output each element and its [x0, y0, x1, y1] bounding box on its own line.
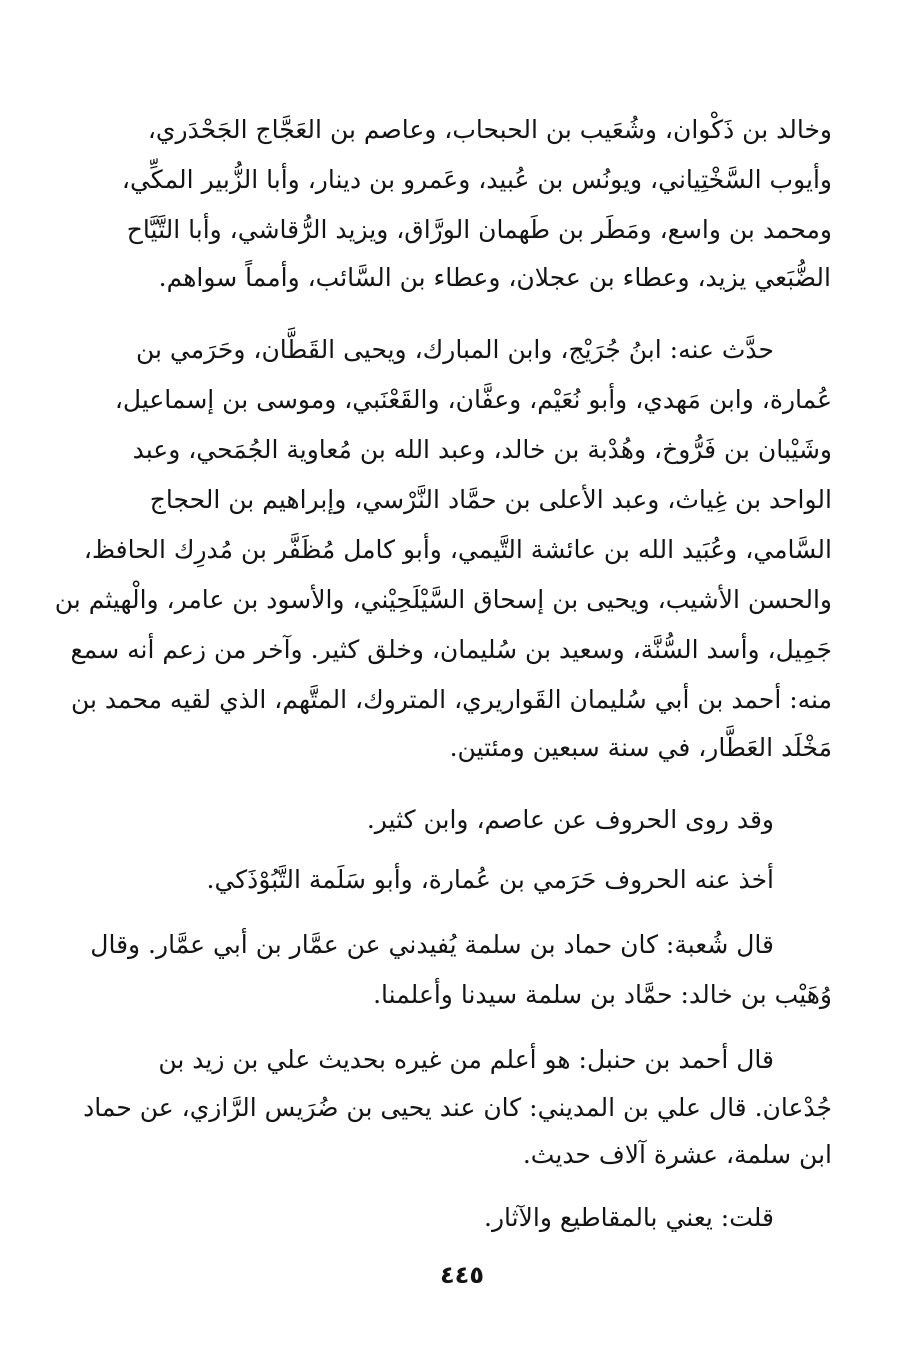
text-line: عُمارة، وابن مَهدي، وأبو نُعَيْم، وعفَّان، والقَعْنَبي، وموسى بن إسماعيل، [114, 385, 832, 414]
text-line: وخالد بن ذَكْوان، وشُعَيب بن الحبحاب، وعاصم بن العَجَّاج الجَحْدَري، [147, 115, 832, 144]
text-line: الواحد بن غِياث، وعبد الأعلى بن حمَّاد النَّرْسي، وإبراهيم بن الحجاج [149, 485, 832, 514]
paragraph-first-line: قلت: يعني بالمقاطيع والآثار. [484, 1203, 774, 1232]
text-line: وشَيْبان بن فَرُّوخ، وهُدْبة بن خالد، وعبد الله بن مُعاوية الجُمَحي، وعبد [132, 435, 832, 464]
text-line: ابن سلمة، عشرة آلاف حديث. [522, 1140, 832, 1169]
text-line: الضُّبَعي يزيد، وعطاء بن عجلان، وعطاء بن السَّائب، وأمماً سواهم. [158, 263, 831, 292]
text-line: جُدْعان. قال علي بن المديني: كان عند يحيى بن ضُرَيس الرَّازي، عن حماد [83, 1093, 832, 1122]
paragraph-first-line: أخذ عنه الحروف حَرَمي بن عُمارة، وأبو سَلَمة التَّبُوْذَكي. [206, 865, 774, 894]
text-line: وُهَيْب بن خالد: حمَّاد بن سلمة سيدنا وأعلمنا. [373, 980, 832, 1009]
paragraph-first-line: وقد روى الحروف عن عاصم، وابن كثير. [366, 805, 774, 834]
text-line: وأيوب السَّخْتِياني، ويونُس بن عُبيد، وعَمرو بن دينار، وأبا الزُّبير المكِّي، [121, 165, 832, 194]
paragraph-first-line: قال أحمد بن حنبل: هو أعلم من غيره بحديث علي بن زيد بن [158, 1045, 774, 1074]
page-number: ٤٤٥ [440, 1261, 484, 1289]
text-line: ومحمد بن واسع، ومَطَر بن طَهمان الورَّاق، ويزيد الرُّقاشي، وأبا التَّيَّاح [126, 215, 832, 244]
text-line: جَمِيل، وأسد السُّنَّة، وسعيد بن سُليمان، وخلق كثير. وآخر من زعم أنه سمع [70, 635, 832, 664]
text-line: والحسن الأشيب، ويحيى بن إسحاق السَّيْلَحِيْني، والأسود بن عامر، والْهيثم بن [54, 585, 832, 614]
text-line: منه: أحمد بن أبي سُليمان القَواريري، المتروك، المتَّهم، الذي لقيه محمد بن [70, 685, 832, 714]
text-line: مَخْلَد العَطَّار، في سنة سبعين ومئتين. [449, 733, 832, 762]
paragraph-first-line: قال شُعبة: كان حماد بن سلمة يُفيدني عن عمَّار بن أبي عمَّار. وقال [90, 930, 774, 959]
paragraph-first-line: حدَّث عنه: ابنُ جُرَيْج، وابن المبارك، ويحيى القَطَّان، وحَرَمي بن [135, 335, 774, 364]
text-line: السَّامي، وعُبَيد الله بن عائشة التَّيمي، وأبو كامل مُظَفَّر بن مُدرِك الحافظ، [83, 535, 832, 564]
